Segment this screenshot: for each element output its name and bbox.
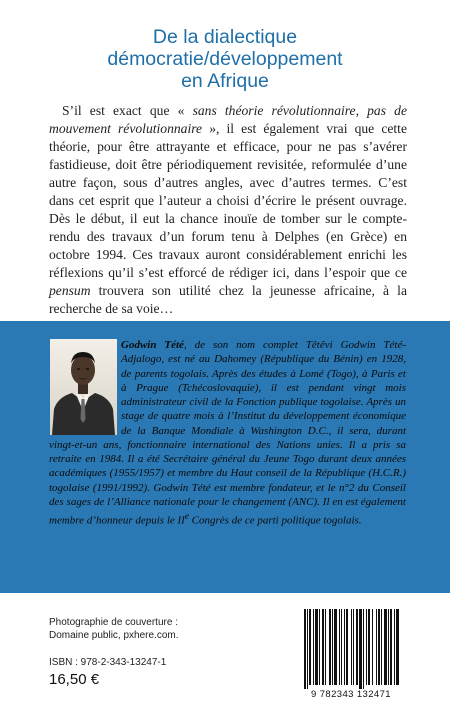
title-line-1: De la dialectique <box>152 26 298 48</box>
author-name: Godwin Tété <box>121 339 184 351</box>
summary-quote: sans théorie révolutionnaire, pas de mouvement révolutionnaire <box>49 103 407 136</box>
photo-credit <box>49 616 179 642</box>
book-title <box>0 26 450 92</box>
bio-superscript: e <box>184 511 189 521</box>
bio-text-2: Congrès de ce parti politique togolais. <box>188 514 362 527</box>
summary-pensum: pensum <box>49 283 91 298</box>
barcode-bars <box>296 603 406 689</box>
photo-credit-line-1: Photographie de couverture : <box>49 617 178 628</box>
author-biography <box>49 338 406 528</box>
summary-text-2: », il est également vrai que cette théorie, pour être attrayante et efficace, pour ne pas s’avérer fastidieuse, doit être périodiquement revisitée, reformulée d’une autre façon, sous d’autres angles, avec d’autres termes. C’est dans cet esprit que l’auteur a choisi d’écrire le présent ouvrage. Dès le début, il eut la chance inouïe de tomber sur le compte-rendu des travaux d’un forum tenu à Delphes (en Grèce) en octobre 1994. Ces travaux auront considérablement enrichi les réflexions qu’il s’est efforcé de rédiger ici, dans l’espoir que ce <box>49 121 407 280</box>
barcode-digits: 9 782343 132471 <box>311 689 391 700</box>
title-line-2: démocratie/développement <box>107 48 343 70</box>
summary-text-1: S’il est exact que « <box>62 103 193 118</box>
photo-credit-line-2: Domaine public, pxhere.com. <box>49 630 179 641</box>
price-label: 16,50 € <box>49 671 100 688</box>
title-line-3: en Afrique <box>181 70 269 92</box>
barcode <box>296 603 406 701</box>
bio-text-1: , de son nom complet Têtêvi Godwin Tété-Adjalogo, est né au Dahomey (République du Bénin) en 1928, de parents togolais. Après des études à Lomé (Togo), à Paris et à Prague (Tchécoslovaquie), il est pendant vingt mois administrateur civil de la Fonction publique togolaise. Après un stage de quatre mois à l’Institut du développement économique de la Banque Mondiale à Washington D.C., il sera, durant vingt-et-un ans, fonctionnaire international des Nations unies. Il a pris sa retraite en 1984. Il a été Secrétaire général du Jeune Togo durant deux années académiques (1955/1957) et membre du Haut conseil de la République (H.C.R.) togolaise (1991/1992). Godwin Tété est membre fondateur, et le n°2 du Conseil des sages de l’Alliance nationale pour le changement (ANC). Il en est également membre d’honneur depuis le II <box>49 339 406 527</box>
isbn-number: ISBN : 978-2-343-13247-1 <box>49 657 167 668</box>
summary-text-3: trouvera son utilité chez la jeunesse africaine, à la recherche de sa voie… <box>49 283 407 316</box>
summary-paragraph <box>49 102 407 318</box>
